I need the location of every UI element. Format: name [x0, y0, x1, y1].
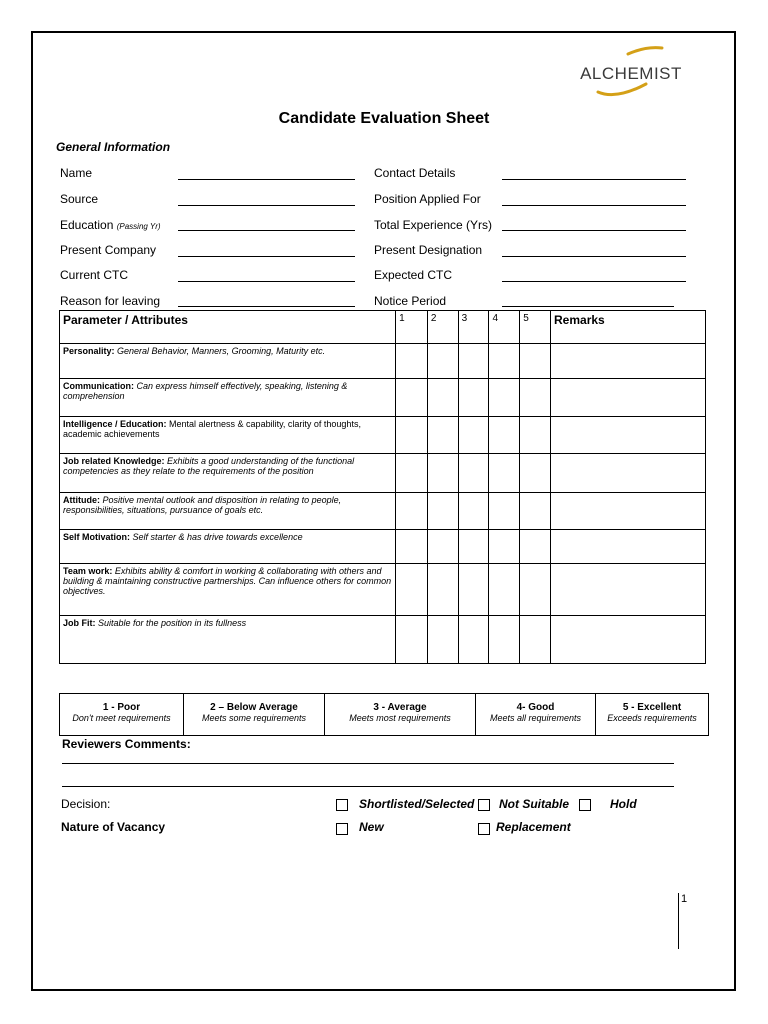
row-name: Job Fit: [63, 618, 96, 628]
new-vacancy-label: New [359, 820, 384, 834]
table-row [60, 530, 706, 564]
row-desc: Can express himself effectively, speaking, listening & comprehension [63, 381, 348, 401]
hold-checkbox[interactable] [579, 799, 591, 811]
info-label-total-experience: Total Experience (Yrs) [374, 218, 493, 232]
shortlisted-checkbox[interactable] [336, 799, 348, 811]
rating-cell[interactable] [520, 417, 551, 454]
rating-cell[interactable] [489, 344, 520, 379]
table-row [60, 379, 706, 417]
scale-item-poor [60, 694, 184, 735]
row-name: Job related Knowledge: [63, 456, 165, 466]
decision-label [61, 797, 110, 811]
shortlisted-label: Shortlisted/Selected [359, 797, 475, 811]
row-desc: Exhibits ability & comfort in working & collaborating with others and building & maintaining constructive partnerships. Can influence others for common objectives. [63, 566, 392, 596]
info-label-contact-details: Contact Details [374, 166, 456, 180]
rating-cell[interactable] [520, 344, 551, 379]
row-label-intelligence [60, 417, 396, 454]
info-label-reason-for-leaving: Reason for leaving [60, 294, 161, 308]
remarks-cell[interactable] [551, 417, 706, 454]
section-general-information: General Information [56, 140, 171, 154]
rating-cell[interactable] [489, 564, 520, 616]
total-experience-field[interactable] [502, 230, 686, 231]
row-name: Communication: [63, 381, 134, 391]
column-header-parameter: Parameter / Attributes [60, 311, 396, 344]
scale-title: 2 – Below Average [210, 702, 298, 713]
row-label-self-motivation [60, 530, 396, 564]
alchemist-logo [576, 44, 686, 100]
row-name: Attitude: [63, 495, 100, 505]
row-label-team-work [60, 564, 396, 616]
info-label-source: Source [60, 192, 99, 206]
rating-cell[interactable] [489, 530, 520, 564]
rating-cell[interactable] [396, 530, 428, 564]
rating-scale-legend [59, 693, 709, 736]
row-desc: Exhibits a good understanding of the functional competencies as they relate to the requirements of the position [63, 456, 355, 476]
rating-cell[interactable] [427, 379, 458, 417]
column-header-2: 2 [427, 311, 458, 344]
scale-desc: Don't meet requirements [72, 713, 171, 723]
rating-cell[interactable] [427, 530, 458, 564]
row-name: Self Motivation: [63, 532, 130, 542]
scale-desc: Exceeds requirements [607, 713, 697, 723]
table-row [60, 564, 706, 616]
rating-cell[interactable] [520, 493, 551, 530]
name-field[interactable] [178, 179, 355, 180]
reason-for-leaving-field[interactable] [178, 306, 355, 307]
not-suitable-checkbox[interactable] [478, 799, 490, 811]
rating-cell[interactable] [489, 493, 520, 530]
scale-item-good [476, 694, 596, 735]
notice-period-field[interactable] [502, 306, 674, 307]
info-label-position-applied: Position Applied For [374, 192, 481, 206]
reviewers-comments-label: Reviewers Comments: [62, 737, 191, 751]
scale-item-below-average [184, 694, 325, 735]
rating-cell[interactable] [520, 616, 551, 664]
rating-cell[interactable] [458, 344, 489, 379]
row-label-attitude [60, 493, 396, 530]
decision-colon: : [107, 797, 111, 811]
rating-cell[interactable] [396, 454, 428, 493]
comments-line-2[interactable] [62, 786, 674, 787]
rating-cell[interactable] [427, 616, 458, 664]
rating-cell[interactable] [520, 530, 551, 564]
table-row [60, 616, 706, 664]
column-header-1: 1 [396, 311, 428, 344]
scale-desc: Meets most requirements [349, 713, 451, 723]
rating-cell[interactable] [427, 454, 458, 493]
education-note: (Passing Yr) [116, 222, 161, 231]
row-label-job-fit [60, 616, 396, 664]
rating-cell[interactable] [396, 616, 428, 664]
page-title: Candidate Evaluation Sheet [278, 110, 490, 127]
present-designation-field[interactable] [502, 256, 686, 257]
remarks-cell[interactable] [551, 530, 706, 564]
row-desc: Mental alertness & capability, clarity of thoughts, academic achievements [63, 419, 361, 439]
info-label-current-ctc: Current CTC [60, 268, 129, 282]
scale-title: 1 - Poor [102, 702, 141, 713]
info-label-expected-ctc: Expected CTC [374, 268, 453, 282]
decision-label-text: Decision [61, 797, 108, 811]
comments-line-1[interactable] [62, 763, 674, 764]
scale-desc: Meets some requirements [201, 713, 307, 723]
rating-cell[interactable] [520, 564, 551, 616]
info-label-present-designation: Present Designation [374, 243, 483, 257]
evaluation-table [59, 310, 706, 664]
remarks-cell[interactable] [551, 493, 706, 530]
rating-cell[interactable] [458, 530, 489, 564]
rating-cell[interactable] [427, 417, 458, 454]
nature-of-vacancy-label: Nature of Vacancy [61, 820, 166, 834]
remarks-cell[interactable] [551, 564, 706, 616]
table-header-row [60, 311, 706, 344]
not-suitable-label: Not Suitable [499, 797, 570, 811]
remarks-cell[interactable] [551, 616, 706, 664]
rating-cell[interactable] [458, 564, 489, 616]
table-row [60, 344, 706, 379]
column-header-remarks: Remarks [551, 311, 706, 344]
scale-title: 5 - Excellent [622, 702, 682, 713]
education-field[interactable] [178, 230, 355, 231]
logo-text: ALCHEMIST [580, 64, 682, 83]
rating-cell[interactable] [427, 564, 458, 616]
rating-cell[interactable] [427, 344, 458, 379]
rating-cell[interactable] [520, 454, 551, 493]
row-label-job-knowledge [60, 454, 396, 493]
rating-cell[interactable] [396, 564, 428, 616]
rating-cell[interactable] [489, 454, 520, 493]
table-row [60, 417, 706, 454]
replacement-checkbox[interactable] [478, 823, 490, 835]
row-name: Personality: [63, 346, 115, 356]
expected-ctc-field[interactable] [502, 281, 686, 282]
education-label: Education [60, 218, 117, 232]
info-label-present-company: Present Company [60, 243, 157, 257]
scale-title: 4- Good [516, 702, 555, 713]
row-label-personality [60, 344, 396, 379]
scale-item-excellent [596, 694, 708, 735]
rating-cell[interactable] [458, 616, 489, 664]
row-desc: Suitable for the position in its fullness [95, 618, 247, 628]
rating-cell[interactable] [396, 379, 428, 417]
present-company-field[interactable] [178, 256, 355, 257]
rating-cell[interactable] [458, 454, 489, 493]
remarks-cell[interactable] [551, 454, 706, 493]
table-row [60, 454, 706, 493]
row-desc: Self starter & has drive towards excellence [130, 532, 303, 542]
column-header-5: 5 [520, 311, 551, 344]
rating-cell[interactable] [458, 493, 489, 530]
hold-label: Hold [610, 797, 637, 811]
rating-cell[interactable] [396, 344, 428, 379]
scale-item-average [325, 694, 476, 735]
row-name: Intelligence / Education: [63, 419, 167, 429]
scale-desc: Meets all requirements [489, 713, 582, 723]
rating-cell[interactable] [396, 417, 428, 454]
contact-details-field[interactable] [502, 179, 686, 180]
scale-title: 3 - Average [373, 702, 427, 713]
current-ctc-field[interactable] [178, 281, 355, 282]
info-label-name: Name [60, 166, 93, 180]
position-applied-field[interactable] [502, 205, 686, 206]
row-desc: General Behavior, Manners, Grooming, Maturity etc. [114, 346, 326, 356]
column-header-3: 3 [458, 311, 489, 344]
remarks-cell[interactable] [551, 379, 706, 417]
rating-cell[interactable] [396, 493, 428, 530]
row-label-communication [60, 379, 396, 417]
source-field[interactable] [178, 205, 355, 206]
column-header-4: 4 [489, 311, 520, 344]
page-number: 1 [678, 893, 687, 949]
rating-cell[interactable] [458, 379, 489, 417]
rating-cell[interactable] [489, 379, 520, 417]
info-label-notice-period: Notice Period [374, 294, 447, 308]
replacement-label: Replacement [496, 820, 571, 834]
info-label-education [60, 218, 161, 232]
table-row [60, 493, 706, 530]
new-vacancy-checkbox[interactable] [336, 823, 348, 835]
row-name: Team work: [63, 566, 113, 576]
remarks-cell[interactable] [551, 344, 706, 379]
rating-cell[interactable] [489, 616, 520, 664]
rating-cell[interactable] [458, 417, 489, 454]
rating-cell[interactable] [489, 417, 520, 454]
rating-cell[interactable] [427, 493, 458, 530]
rating-cell[interactable] [520, 379, 551, 417]
row-desc: Positive mental outlook and disposition in relating to people, responsibilities, situations, pursuance of goals etc. [63, 495, 342, 515]
